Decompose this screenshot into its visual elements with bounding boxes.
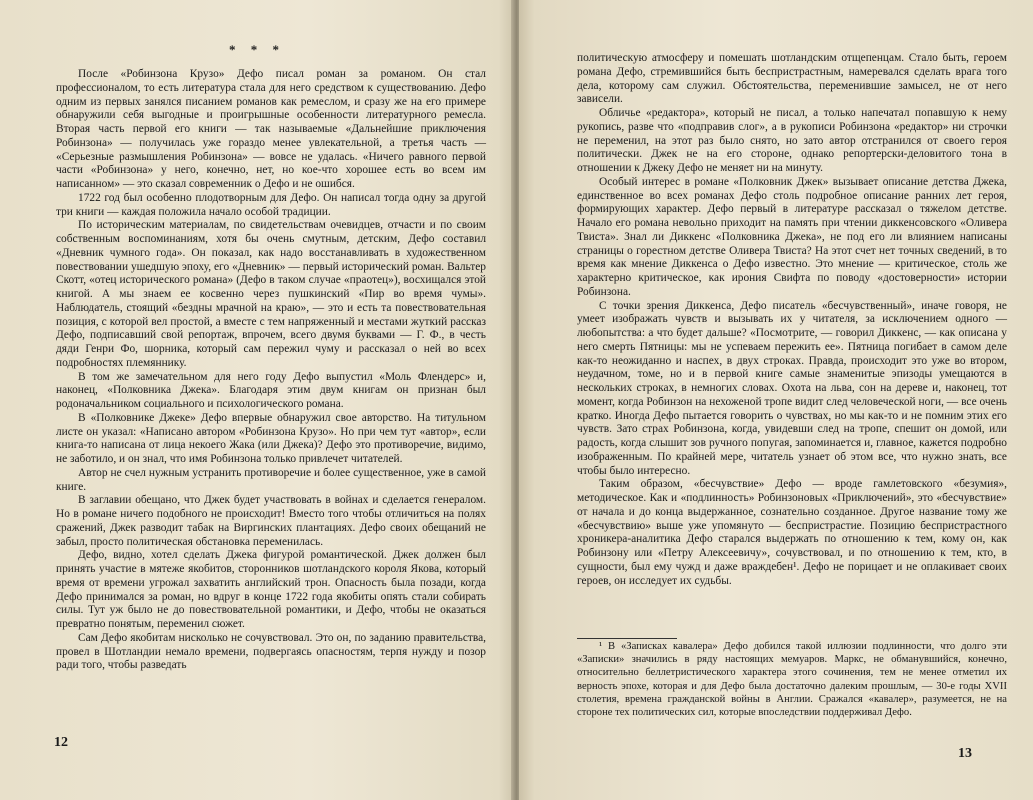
paragraph: Таким образом, «бесчувствие» Дефо — вроде гамлетовского «безумия», методическое. Как и «подлинность» Робинзоновых «Приключений», это «бесчувствие» от начала и до конца выдержанное, сознательно созданное. Другое название тому же «бесчувствию» выше уже упомянуто — беспристрастие. Позицию беспристрастного хроникера-аналитика Дефо старался выдержать по отношению к тем, кому он, как Робинзону или «Петру Алексеевичу», сочувствовал, и по отношению к тем, кто, в сущности, был ему чужд и даже враждебен¹. Дефо не порицает и не оплакивает своих героев, он исследует их судьбы. <box>577 478 1007 587</box>
paragraph: В заглавии обещано, что Джек будет участвовать в войнах и сделается генералом. Но в романе ничего подобного не происходит! Вместо того чтобы отличиться на полях сражений, Джек разводит табак на Виргинских плантациях. Дефо своих обещаний не забыл, просто политическая обстановка переменилась. <box>56 494 486 548</box>
page-number-right: 13 <box>958 746 972 761</box>
page-number-left: 12 <box>54 735 68 750</box>
paragraph: С точки зрения Диккенса, Дефо писатель «бесчувственный», иначе говоря, не умеет изображать чувств и вызывать их у читателя, за исключением одного — любопытства: а что будет дальше? «Посмотрите, — говорил Диккенс, — как описана у него смерть Пятницы: мы не успеваем пережить ее». Пятница погибает в самом деле как-то неожиданно и наспех, в двух строках. Правда, происходит это уже во втором, неудачном, томе, но и в первой книге самые знаменитые эпизоды умещаются в нескольких строках, в немногих словах. Охота на льва, сон на дереве и, наконец, тот момент, когда Робинзон на нехоженой тропе видит след человеческой ноги, — все очень кратко. Иногда Дефо пытается говорить о чувствах, но мы как-то и не помним этих его чувств. Зато страх Робинзона, когда, увидевши след на тропе, спешит он домой, или радость, когда слышит зов ручного попугая, запоминается и, главное, кажется подробно изображенным. По крайней мере, читатель узнает об этом все, что нужно знать, все чтобы было интересно. <box>577 299 1007 477</box>
section-ornament: * * * <box>229 42 285 57</box>
paragraph: В «Полковнике Джеке» Дефо впервые обнаружил свое авторство. На титульном листе он указал: «Написано автором «Робинзона Крузо». Но при чем тут «автор», если книга-то написана от лица некоего Жака (или Джека)? Дефо это противоречие, видимо, не заботило, и он знал, что имя Робинзона только привлечет читателей. <box>56 411 486 465</box>
paragraph: политическую атмосферу и помешать шотландским отщепенцам. Стало быть, героем романа Дефо, стремившийся быть беспристрастным, намеревался сделать врага того дела, которому сам служил. Обстоятельства, переменившие замысел, не от него зависели. <box>577 52 1007 106</box>
paragraph: 1722 год был особенно плодотворным для Дефо. Он написал тогда одну за другой три книги — каждая положила начало особой традиции. <box>56 191 486 218</box>
footnote-rule <box>577 638 677 639</box>
paragraph: Сам Дефо якобитам нисколько не сочувствовал. Это он, по заданию правительства, провел в Шотландии немало времени, подвергаясь опасностям, терпя нужду и позор ради того, чтобы разведать <box>56 631 486 672</box>
paragraph: В том же замечательном для него году Дефо выпустил «Моль Флендерс» и, наконец, «Полковника Джека». Благодаря этим двум книгам он признан был родоначальником социального и психологического романа. <box>56 370 486 410</box>
paragraph: После «Робинзона Крузо» Дефо писал роман за романом. Он стал профессионалом, то есть литература стала для него средством к существованию. Дефо одним из первых занялся писанием романов как ремеслом, и сразу же на его примере обнаружили себя выгодные и проигрышные особенности литературного ремесла. Вторая часть первой его книги — так называемые «Дальнейшие приключения Робинзона» — получилась уже гораздо менее увлекательной, а третья часть — «Серьезные размышления Робинзона» — вовсе не удалась. «Ничего равного первой части «Робинзона» у него, конечно, нет, но кое-что хорошее есть во всем им написанном» — это сказал современник о Дефо и не ошибся. <box>56 68 486 190</box>
paragraph: Автор не счел нужным устранить противоречие и более существенное, уже в самой книге. <box>56 466 486 493</box>
right-page <box>519 0 1033 800</box>
paragraph: По историческим материалам, по свидетельствам очевидцев, отчасти и по своим собственным воспоминаниям, хотя бы очень смутным, детским, Дефо составил «Дневник чумного года». Он показал, как надо восстанавливать в художественном повествовании ушедшую эпоху, его «Дневник» — первый исторический роман. Вальтер Скотт, «отец исторического романа» (Дефо в таком случае «праотец»), восхищался этой книгой. А мы знаем ее косвенно через пушкинский «Пир во время чумы». Наблюдатель, стоящий «бездны мрачной на краю», — это и есть та повествовательная позиция, с которой вел простой, а вместе с тем напряженный и местами жуткий рассказ Дефо, подписавший свой репортаж, впрочем, всего двумя буквами — Г. Ф., в честь дяди Генри Фо, шорника, который сам пережил чуму и рассказал о ней во всех подробностях племяннику. <box>56 219 486 369</box>
paragraph: Особый интерес в романе «Полковник Джек» вызывает описание детства Джека, единственное во всех романах Дефо столь подробное описание ранних лет героя, формирующих характер. Дефо первый в литературе рассказал о тяжелом детстве. Начало его романа невольно приходит на память при чтении диккенсовского «Оливера Твиста». Знал ли Диккенс «Полковника Джека», не под его ли влиянием написаны страницы о горестном детстве Оливера Твиста? На этот счет нет точных сведений, в то время как мнение Диккенса о Дефо известно. Это мнение — критическое, столь же характерно критическое, как ирония Свифта по поводу «достоверности» истории Робинзона. <box>577 175 1007 298</box>
left-page <box>0 0 514 800</box>
paragraph: Дефо, видно, хотел сделать Джека фигурой романтической. Джек должен был принять участие в мятеже якобитов, сторонников шотландского короля Якова, который время от времени угрожал захватить английский трон. Опасность была позади, когда Дефо принимался за роман, но вдруг в конце 1722 года якобиты опять стали собирать силы. Тут уж было не до повествовательной романтики, и Дефо, чтобы не оказаться превратно понятым, переменил сюжет. <box>56 549 486 630</box>
left-page-text <box>56 68 486 673</box>
footnote-text: ¹ В «Записках кавалера» Дефо добился такой иллюзии подлинности, что долго эти «Записки» значились в ряду настоящих мемуаров. Маркс, не обманувшийся, конечно, относительно беллетристического характера этого сочинения, тем не менее отметил их верность эпохе, которая и для Дефо была достаточно далеким прошлым, — 30-е годы XVII столетия, времена гражданской войны в Англии. Сражался «кавалер», разумеется, не на стороне тех политических сил, которые впоследствии поддерживал Дефо. <box>577 641 1007 719</box>
footnote <box>577 640 1007 719</box>
paragraph: Обличье «редактора», который не писал, а только напечатал попавшую к нему рукопись, разве что «подправив слог», а в рукописи Робинзона «редактор» ни строчки не переменил, на этот раз было снято, но зато автор отстранился от своего героя политически. Джек не на его стороне, однако репортерски-деловитого тона в отношении к Джеку Дефо не меняет ни на минуту. <box>577 107 1007 174</box>
right-page-text <box>577 52 1007 588</box>
